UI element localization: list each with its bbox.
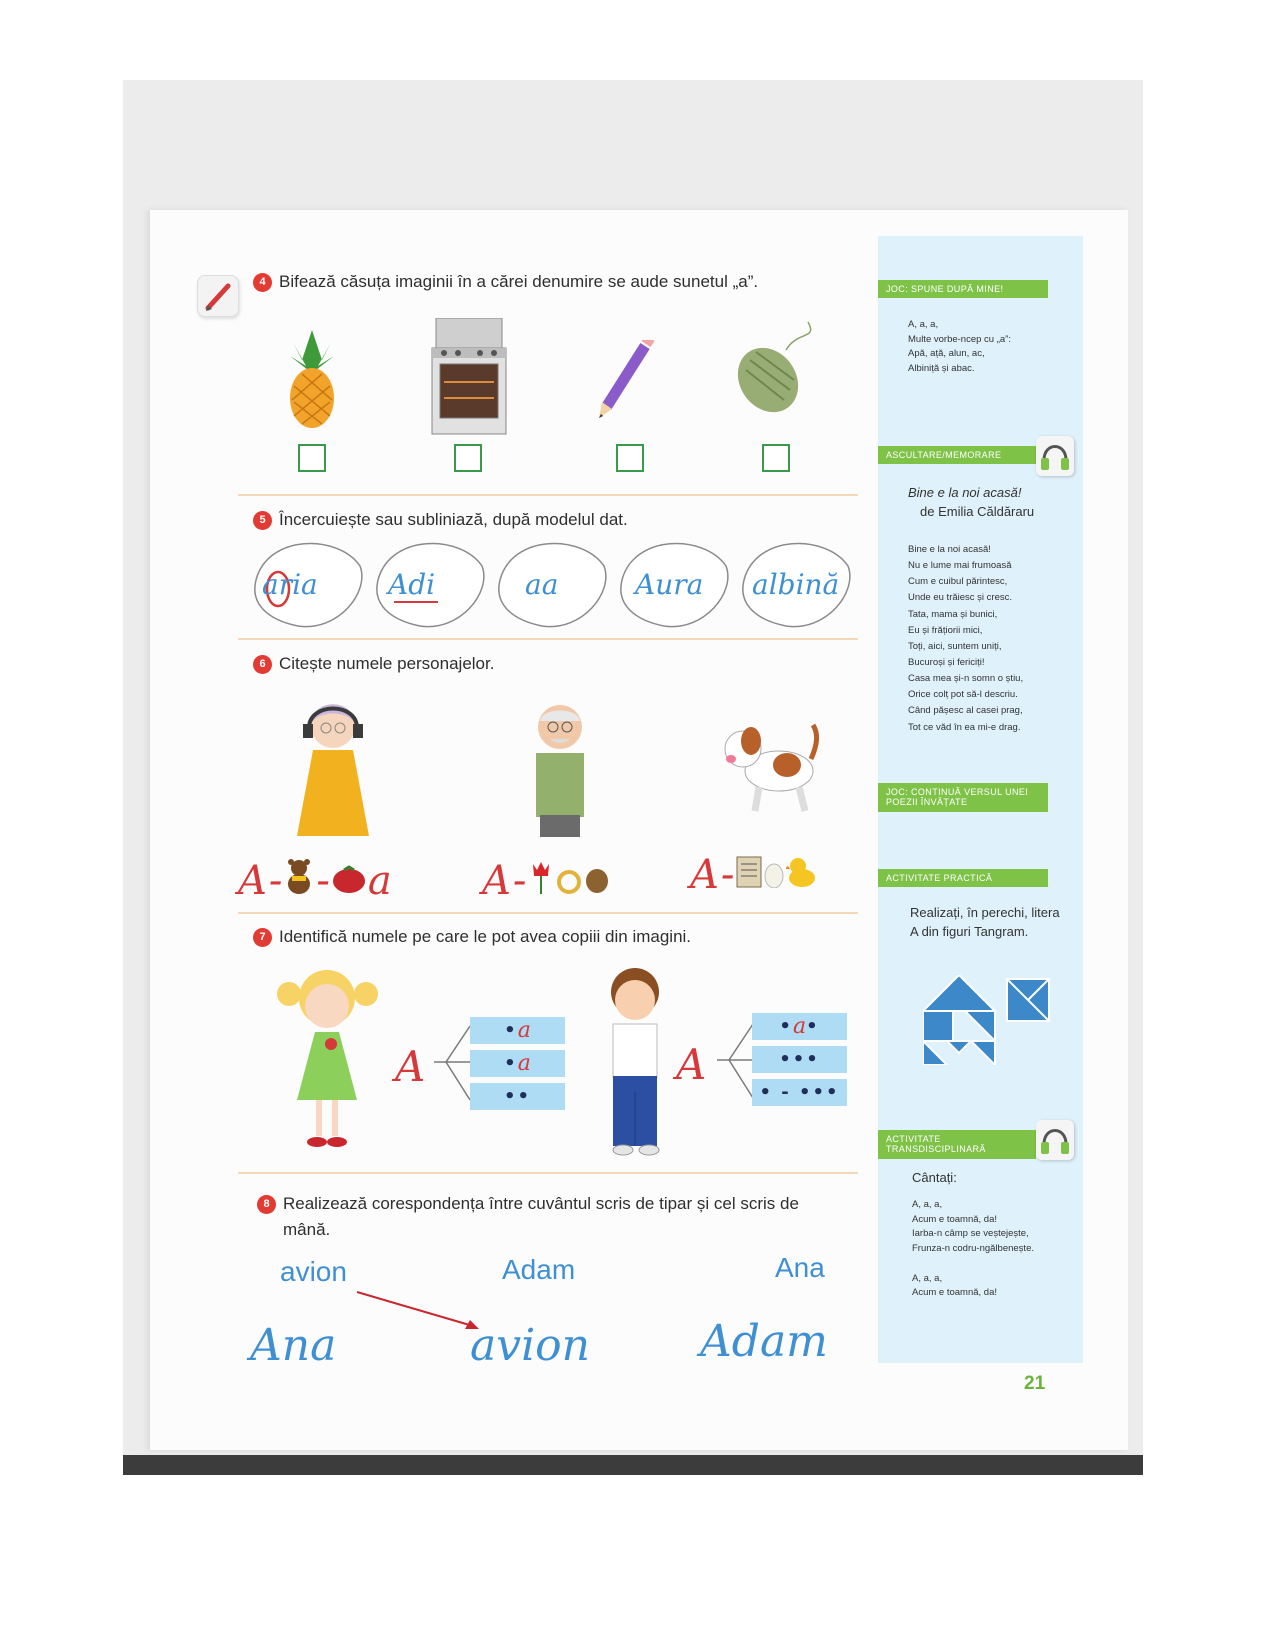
section-divider — [238, 638, 858, 640]
boy-name-slot-2 — [752, 1046, 847, 1073]
pineapple-checkbox[interactable] — [298, 444, 326, 472]
boy-name-letter: A — [676, 1040, 707, 1089]
section-divider — [238, 494, 858, 496]
slot-dots: • — [779, 1016, 793, 1037]
exercise-8-title — [257, 1191, 857, 1242]
slot-dots: • — [504, 1020, 518, 1041]
chain-letter: A — [482, 858, 511, 904]
sidebar-joc-text: A, a, a, Multe vorbe-ncep cu „a”: Apă, ață, alun, ac, Albiniță și abac. — [908, 319, 1011, 375]
slot-letter: a — [517, 1018, 531, 1043]
poem-author: de Emilia Căldăraru — [920, 504, 1035, 519]
poem-title: Bine e la noi acasă! — [908, 485, 1022, 500]
grandfather-name-chain — [482, 858, 610, 904]
dog-image — [715, 715, 825, 815]
print-word-3: Ana — [775, 1252, 825, 1283]
ring-icon — [556, 858, 582, 904]
handwritten-word-2: avion — [470, 1320, 590, 1371]
exercise-6-title — [253, 654, 494, 674]
poem-text: Bine e la noi acasă! Nu e lume mai frumoasă Cum e cuibul părintesc, Unde eu trăiesc și cresc. Tata, mama și bunici, Eu și frățiorii mici, Toți, aici, suntem uniți, Bucuroși și fericiți! Casa mea și-n somn o știu, Orice colț pot să-l descriu. Când pășesc al casei prag, Tot ce văd în ea mi-e drag. — [908, 544, 1024, 733]
tomato-icon — [332, 858, 366, 904]
tulip-icon — [528, 858, 554, 904]
boy-image — [595, 962, 675, 1157]
sidebar-tag-practica: ACTIVITATE PRACTICĂ — [878, 869, 1048, 887]
handwritten-word-3: Adam — [700, 1316, 828, 1367]
chain-end: a — [367, 858, 392, 904]
thread-checkbox[interactable] — [762, 444, 790, 472]
exercise-6-text: Citește numele personajelor. — [279, 654, 495, 673]
pencil-icon — [197, 275, 239, 317]
tangram-a-figure — [923, 975, 1053, 1065]
page-number: 21 — [1024, 1373, 1046, 1394]
girl-name-letter: A — [395, 1042, 426, 1091]
match-arrow — [355, 1290, 485, 1335]
grandmother-image — [283, 690, 383, 840]
print-word-1: avion — [280, 1256, 347, 1287]
exercise-7-text: Identifică numele pe care le pot avea copiii din imagini. — [279, 927, 692, 946]
exercise-number: 8 — [257, 1195, 276, 1214]
grandfather-image — [520, 695, 600, 840]
thread-spool-image — [728, 320, 828, 420]
sidebar-tag-transdisciplinara: ACTIVITATE TRANSDISCIPLINARĂ — [878, 1130, 1036, 1159]
newspaper-icon — [736, 852, 762, 898]
grandmother-name-chain — [238, 858, 392, 904]
leaf-word: Adi — [388, 568, 436, 601]
leaf-word: aria — [262, 568, 318, 601]
slot-dots: •• — [503, 1086, 531, 1107]
chain-dash: - — [316, 858, 330, 904]
exercise-number: 4 — [253, 273, 272, 292]
sidebar-tag-joc: JOC: SPUNE DUPĂ MINE! — [878, 280, 1048, 298]
exercise-4-title — [253, 272, 758, 292]
exercise-number: 6 — [253, 655, 272, 674]
stove-checkbox[interactable] — [454, 444, 482, 472]
duckling-icon — [786, 852, 816, 898]
song-text: A, a, a, Acum e toamnă, da! Iarba-n câmp se veștejește, Frunza-n codru-ngălbenește. A, a, a, Acum e toamnă, da! — [912, 1199, 1034, 1299]
exercise-8-text: Realizează corespondența între cuvântul scris de tipar și cel scris de mână. — [283, 1194, 799, 1239]
branch-bracket — [715, 1018, 755, 1104]
chain-letter: A — [238, 858, 267, 904]
headphones-icon — [1036, 436, 1074, 476]
leaf-word: albină — [752, 568, 840, 601]
pineapple-image — [282, 330, 342, 430]
egg-icon — [764, 852, 784, 898]
pencil-checkbox[interactable] — [616, 444, 644, 472]
chain-dash: - — [720, 852, 735, 898]
walnut-icon — [584, 858, 610, 904]
boy-name-slot-3 — [752, 1079, 847, 1106]
dog-name-chain — [690, 852, 816, 898]
slot-letter: a — [517, 1051, 531, 1076]
sidebar-tag-joc-vers: JOC: CONTINUĂ VERSUL UNEI POEZII ÎNVĂȚATE — [878, 783, 1048, 812]
exercise-4-text: Bifează căsuța imaginii în a cărei denumire se aude sunetul „a”. — [279, 272, 759, 291]
exercise-5-title — [253, 510, 628, 530]
slot-dots: • — [504, 1053, 518, 1074]
practica-text: Realizați, în perechi, litera A din figuri Tangram. — [910, 905, 1060, 939]
song-title: Cântați: — [912, 1170, 957, 1185]
slot-dots: • - ••• — [759, 1082, 840, 1103]
exercise-5-text: Încercuiește sau subliniază, după modelul dat. — [279, 510, 628, 529]
scan-bottom-edge — [123, 1455, 1143, 1475]
exercise-number: 5 — [253, 511, 272, 530]
exercise-number: 7 — [253, 928, 272, 947]
chain-dash: - — [268, 858, 283, 904]
leaf-word: Aura — [635, 568, 704, 601]
section-divider — [238, 912, 858, 914]
boy-name-slot-1 — [752, 1013, 847, 1040]
chain-dash: - — [512, 858, 527, 904]
girl-image — [275, 960, 380, 1155]
stove-image — [430, 318, 510, 436]
slot-dots: ••• — [779, 1049, 820, 1070]
print-word-2: Adam — [502, 1254, 576, 1285]
section-divider — [238, 1172, 858, 1174]
girl-name-slot-1 — [470, 1017, 565, 1044]
slot-dots: • — [806, 1016, 820, 1037]
teddy-bear-icon — [284, 858, 314, 904]
exercise-7-title — [253, 927, 691, 947]
headphones-icon — [1036, 1120, 1074, 1160]
branch-bracket — [432, 1020, 472, 1106]
sidebar-tag-ascultare: ASCULTARE/MEMORARE — [878, 446, 1036, 464]
leaf-word: aa — [525, 568, 559, 601]
handwritten-word-1: Ana — [250, 1320, 337, 1371]
chain-letter: A — [690, 852, 719, 898]
girl-name-slot-3 — [470, 1083, 565, 1110]
slot-letter: a — [792, 1014, 807, 1039]
girl-name-slot-2 — [470, 1050, 565, 1077]
pencil-image — [595, 340, 655, 420]
